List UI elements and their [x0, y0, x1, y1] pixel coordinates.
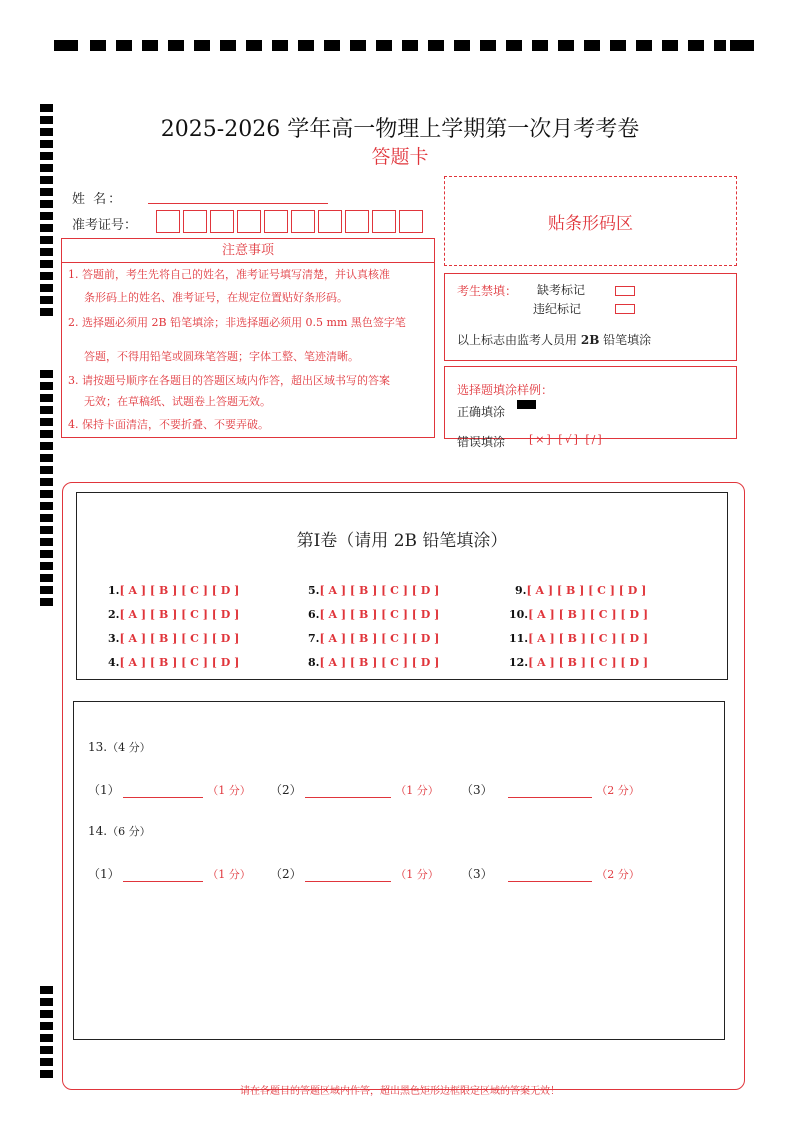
choice-7[interactable]: 7.[ A ] [ B ] [ C ] [ D ]	[308, 632, 440, 645]
q13-answers: （1） （1 分）	[88, 783, 251, 797]
forbidden-label: 考生禁填：	[457, 284, 518, 298]
q13-3-blank[interactable]	[508, 785, 592, 798]
id-label: 准考证号：	[72, 218, 138, 233]
choice-4[interactable]: 4.[ A ] [ B ] [ C ] [ D ]	[108, 656, 240, 669]
section1-title: 第Ⅰ卷（请用 2B 铅笔填涂）	[296, 531, 508, 551]
choice-10[interactable]: 10.[ A ] [ B ] [ C ] [ D ]	[509, 608, 649, 621]
examiner-note: 以上标志由监考人员用 2B 铅笔填涂	[457, 333, 652, 347]
notice-item-3b: 无效；在草稿纸、试题卷上答题无效。	[84, 395, 271, 408]
wrong-marks: [×] [√] [/]	[529, 433, 604, 446]
name-field[interactable]	[148, 203, 328, 204]
page-title: 2025-2026 学年高一物理上学期第一次月考考卷	[160, 117, 640, 142]
choice-12[interactable]: 12.[ A ] [ B ] [ C ] [ D ]	[509, 656, 649, 669]
q13-header: 13.（4 分）	[88, 740, 151, 754]
choice-9[interactable]: 9.[ A ] [ B ] [ C ] [ D ]	[515, 584, 647, 597]
q14-3-blank[interactable]	[508, 869, 592, 882]
barcode-area	[444, 176, 737, 266]
sample-box	[444, 366, 737, 449]
notice-title: 注意事项	[62, 239, 434, 263]
correct-label: 正确填涂	[457, 405, 506, 419]
notice-item-2a: 2. 选择题必须用 2B 铅笔填涂；非选择题必须用 0.5 mm 黑色签字笔	[68, 316, 406, 329]
choice-8[interactable]: 8.[ A ] [ B ] [ C ] [ D ]	[308, 656, 440, 669]
notice-item-2b: 答题，不得用铅笔或圆珠笔答题；字体工整、笔迹清晰。	[84, 350, 359, 363]
violation-mark-box[interactable]	[615, 304, 635, 314]
q14-answers-2: （2） （1 分）	[270, 867, 439, 881]
q14-2-blank[interactable]	[305, 869, 391, 882]
sample-label: 选择题填涂样例：	[457, 383, 554, 397]
examiner-box	[444, 273, 737, 361]
notice-box	[61, 238, 435, 438]
footer-note: 请在各题目的答题区域内作答，超出黑色矩形边框限定区域的答案无效！	[240, 1086, 560, 1097]
q13-2-blank[interactable]	[305, 785, 391, 798]
notice-item-3a: 3. 请按题号顺序在各题目的答题区域内作答，超出区域书写的答案	[68, 374, 390, 387]
choice-3[interactable]: 3.[ A ] [ B ] [ C ] [ D ]	[108, 632, 240, 645]
q13-answers-3: （3） （2 分）	[461, 783, 640, 797]
notice-item-4: 4. 保持卡面清洁，不要折叠、不要弄破。	[68, 418, 269, 431]
notice-item-1a: 1. 答题前，考生先将自己的姓名，准考证号填写清楚，并认真核准	[68, 268, 390, 281]
choice-11[interactable]: 11.[ A ] [ B ] [ C ] [ D ]	[509, 632, 649, 645]
barcode-label: 贴条形码区	[548, 214, 633, 234]
q14-answers: （1） （1 分）	[88, 867, 251, 881]
choice-2[interactable]: 2.[ A ] [ B ] [ C ] [ D ]	[108, 608, 240, 621]
q14-answers-3: （3） （2 分）	[461, 867, 640, 881]
absent-label: 缺考标记	[537, 283, 586, 297]
q13-1-blank[interactable]	[123, 785, 203, 798]
name-label: 姓 名：	[72, 192, 124, 207]
choice-6[interactable]: 6.[ A ] [ B ] [ C ] [ D ]	[308, 608, 440, 621]
choice-1[interactable]: 1.[ A ] [ B ] [ C ] [ D ]	[108, 584, 240, 597]
violation-label: 违纪标记	[533, 302, 582, 316]
q14-header: 14.（6 分）	[88, 824, 151, 838]
choice-5[interactable]: 5.[ A ] [ B ] [ C ] [ D ]	[308, 584, 440, 597]
notice-item-1b: 条形码上的姓名、准考证号，在规定位置贴好条形码。	[84, 291, 348, 304]
correct-fill-sample	[517, 400, 536, 409]
q13-answers-2: （2） （1 分）	[270, 783, 439, 797]
wrong-label: 错误填涂	[457, 435, 506, 449]
absent-mark-box[interactable]	[615, 286, 635, 296]
q14-1-blank[interactable]	[123, 869, 203, 882]
page-subtitle: 答题卡	[371, 146, 429, 168]
